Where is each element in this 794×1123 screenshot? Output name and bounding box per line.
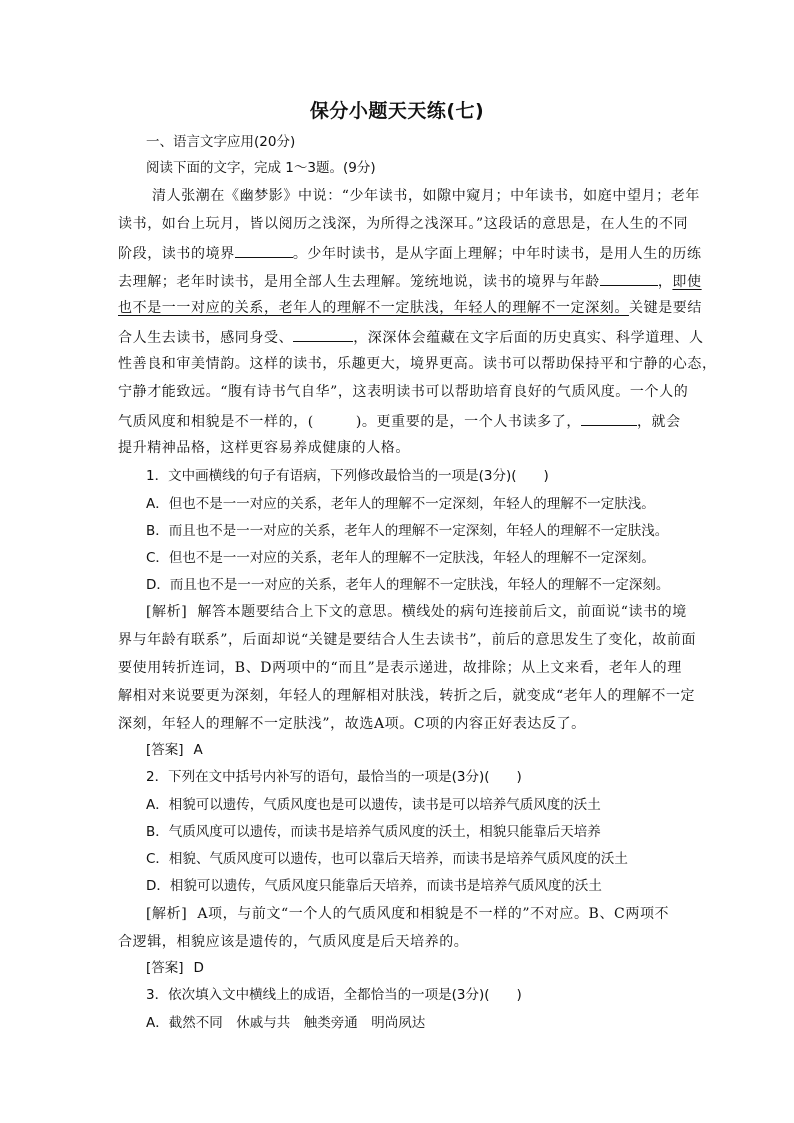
underlined-sentence: 即使 [672, 274, 702, 290]
section-heading: 一、语言文字应用(20分) [146, 134, 296, 150]
q3-option-a: A．截然不同 休戚与共 触类旁通 明尚夙达 [146, 1015, 426, 1031]
reading-instruction: 阅读下面的文字，完成 1～3题。(9分) [146, 160, 376, 176]
answer-tag: [答案] [146, 742, 184, 758]
q1-option-d: D．而且也不是一一对应的关系，老年人的理解不一定肤浅，年轻人的理解不一定深刻。 [146, 577, 670, 593]
q2-option-c: C．相貌、气质风度可以遗传，也可以靠后天培养，而读书是培养气质风度的沃土 [146, 851, 628, 867]
question-1-stem: 1．文中画横线的句子有语病，下列修改最恰当的一项是(3分)( ) [146, 468, 549, 484]
analysis-tag: [解析] [146, 906, 188, 922]
q2-option-d: D．相貌可以遗传，气质风度只能靠后天培养，而读书是培养气质风度的沃土 [146, 878, 602, 894]
q2-answer [146, 958, 794, 978]
passage-line [118, 270, 794, 292]
passage-line [118, 242, 794, 264]
passage-text: 气质风度和相貌是不一样的，( [118, 414, 314, 430]
q2-option-a: A．相貌可以遗传，气质风度也是可以遗传，读书是可以培养气质风度的沃土 [146, 797, 601, 813]
q1-option-c: C．但也不是一一对应的关系，老年人的理解不一定肤浅，年轻人的理解不一定深刻。 [146, 550, 655, 566]
answer-value: A [193, 742, 203, 758]
q1-analysis-line: 要使用转折连词，B、D两项中的“而且”是表示递进，故排除；从上文来看，老年人的理 [118, 660, 682, 676]
passage-line [118, 410, 794, 432]
fill-blank [235, 242, 293, 258]
passage-text: ，就会 [636, 414, 681, 430]
q2-analysis-line [146, 904, 794, 924]
fill-blank [600, 270, 658, 286]
q1-analysis-line [146, 602, 794, 622]
passage-line: 清人张潮在《幽梦影》中说：“少年读书，如隙中窥月；中年读书，如庭中望月；老年 [152, 188, 700, 204]
passage-line [118, 326, 794, 348]
question-2-stem: 2．下列在文中括号内补写的语句，最恰当的一项是(3分)( ) [146, 769, 522, 785]
answer-tag: [答案] [146, 960, 184, 976]
passage-text: ，深深体会蕴藏在文字后面的历史真实、科学道理、人 [353, 330, 704, 346]
q1-analysis-line: 界与年龄有联系”，后面却说“关键是要结合人生去读书”，前后的意思发生了变化，故前面 [118, 632, 697, 648]
passage-text: 关键是要结 [629, 300, 702, 316]
passage-line: 读书，如台上玩月，皆以阅历之浅深，为所得之浅深耳。”这段话的意思是，在人生的不同 [118, 216, 689, 232]
passage-line [118, 298, 794, 318]
underlined-sentence: 也不是一一对应的关系，老年人的理解不一定肤浅，年轻人的理解不一定深刻。 [118, 300, 629, 316]
analysis-text: 解答本题要结合上下文的意思。横线处的病句连接前后文，前面说“读书的境 [197, 604, 687, 620]
answer-value: D [193, 960, 204, 976]
q1-analysis-line: 深刻，年轻人的理解不一定肤浅”，故选A项。C项的内容正好表达反了。 [118, 716, 586, 732]
analysis-text: A项，与前文“一个人的气质风度和相貌是不一样的”不对应。B、C两项不 [197, 906, 670, 922]
passage-text: 阶段，读书的境界 [118, 246, 235, 262]
page-title: 保分小题天天练(七) [309, 100, 485, 122]
fill-blank [293, 326, 353, 342]
passage-text: 去理解；老年时读书，是用全部人生去理解。笼统地说，读书的境界与年龄 [118, 274, 600, 290]
question-3-stem: 3．依次填入文中横线上的成语，全都恰当的一项是(3分)( ) [146, 987, 522, 1003]
passage-line: 性善良和审美情韵。这样的读书，乐趣更大，境界更高。读书可以帮助保持平和宁静的心态， [118, 356, 717, 372]
passage-text: ， [657, 274, 673, 290]
q2-analysis-line: 合逻辑，相貌应该是遗传的，气质风度是后天培养的。 [118, 934, 469, 950]
passage-text: 合人生去读书，感同身受、 [118, 330, 294, 346]
passage-text: )。更重要的是，一个人书读多了， [355, 414, 581, 430]
passage-line: 提升精神品格，这样更容易养成健康的人格。 [118, 440, 410, 456]
passage-line: 宁静才能致远。“腹有诗书气自华”，这表明读书可以帮助培育良好的气质风度。一个人的 [118, 384, 689, 400]
q2-option-b: B．气质风度可以遗传，而读书是培养气质风度的沃土，相貌只能靠后天培养 [146, 824, 601, 840]
passage-text: 。少年时读书，是从字面上理解；中年时读书，是用人生的历练 [292, 246, 702, 262]
q1-option-b: B．而且也不是一一对应的关系，老年人的理解不一定深刻，年轻人的理解不一定肤浅。 [146, 523, 669, 539]
q1-answer [146, 740, 794, 760]
fill-blank [581, 410, 637, 426]
q1-option-a: A．但也不是一一对应的关系，老年人的理解不一定深刻，年轻人的理解不一定肤浅。 [146, 496, 655, 512]
analysis-tag: [解析] [146, 604, 188, 620]
q1-analysis-line: 解相对来说要更为深刻，年轻人的理解相对肤浅，转折之后，就变成“老年人的理解不一定 [118, 688, 696, 704]
